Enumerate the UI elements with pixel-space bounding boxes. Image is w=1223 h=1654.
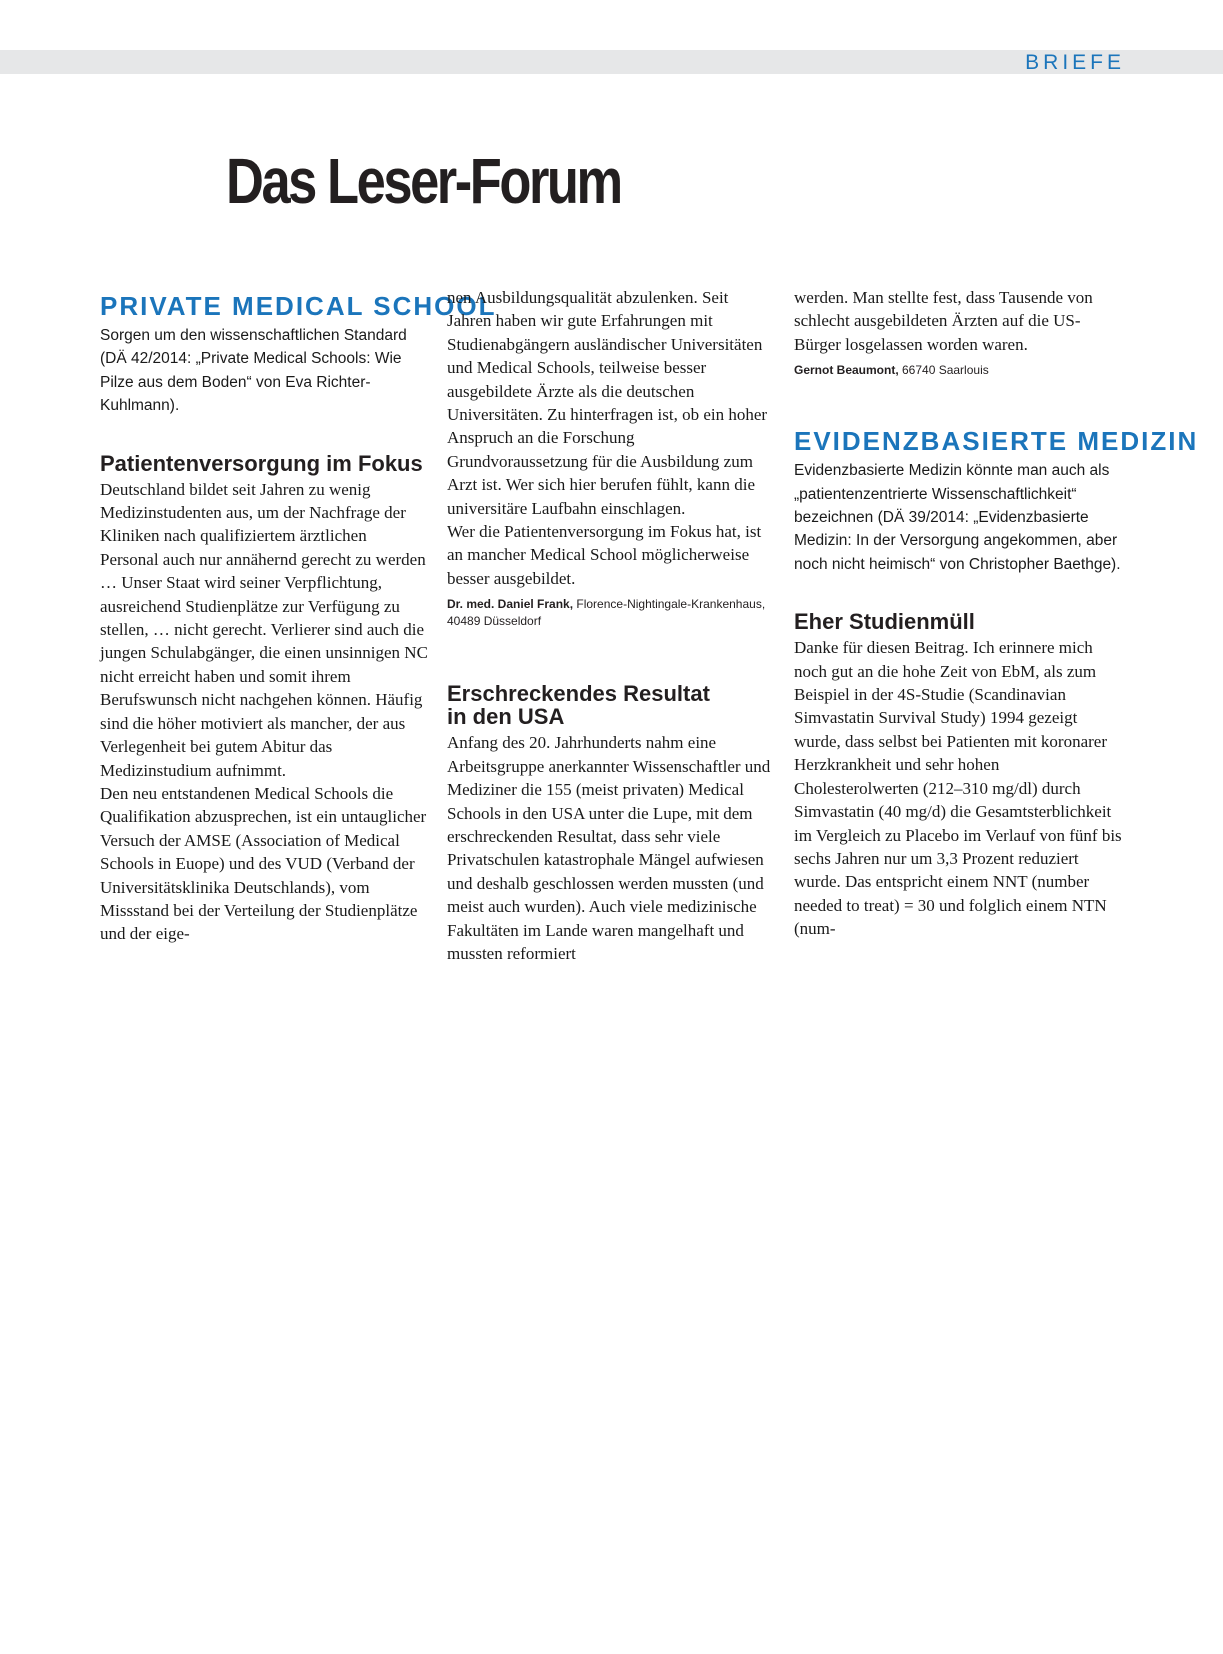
letter-body: Anfang des 20. Jahrhunderts nahm eine Arbeitsgruppe anerkannter Wissenschaftler und Mediziner die 155 (meist privaten) Medical Schools in den USA unter die Lupe, mit dem erschreckenden Resultat, dass sehr viele Privatschulen katastrophale Mängel aufwiesen und deshalb geschlossen werden mussten (und meist auch wurden). Auch viele medizinische Fakultäten im Lande waren mangelhaft und mussten reformiert — [447, 733, 771, 963]
signature-place: 66740 Saarlouis — [898, 363, 989, 378]
letter-body: Deutschland bildet seit Jahren zu wenig Medizinstudenten aus, um der Nachfrage der Kliniken nach qualifiziertem ärztlichen Personal auch nur annähernd gerecht zu werden … Unser Staat wird seiner Verpflichtung, ausreichend Studienplätze zur Verfügung zu stellen, … nicht gerecht. Verlierer sind auch die jungen Schulabgänger, die einen unsinnigen NC nicht erreicht haben und somit ihrem Berufswunsch nicht nachgehen können. Häufig sind die höher motiviert als mancher, der aus Verlegenheit bei gutem Abitur das Medizinstudium aufnimmt. — [100, 479, 428, 780]
letter-body: Wer die Patientenversorgung im Fokus hat, ist an mancher Medical School möglicherweise besser ausgebildet. — [447, 522, 762, 588]
signature-name: Gernot Beaumont, — [794, 363, 899, 378]
letter-signature — [794, 362, 1124, 379]
column-1 — [100, 290, 497, 946]
letter-body: werden. Man stellte fest, dass Tausende von schlecht ausgebildeten Ärzten auf die US-Bürger losgelassen worden waren. — [794, 288, 1093, 354]
column-3 — [794, 286, 1199, 941]
kicker-evidenzbasierte-medizin: EVIDENZBASIERTE MEDIZIN — [794, 426, 1199, 457]
letter-signature — [447, 596, 773, 630]
signature-place: Florence-Nightingale-Krankenhaus, 40489 Düsseldorf — [447, 597, 766, 629]
letter-headline: Patientenversorgung im Fokus — [100, 450, 423, 476]
page-title: Das Leser-Forum — [226, 145, 621, 217]
intro-text: Sorgen um den wissenschaftlichen Standard (DÄ 42/2014: „Private Medical Schools: Wie Pilze aus dem Boden“ von Eva Richter-Kuhlmann). — [100, 327, 407, 415]
letter-body: Danke für diesen Beitrag. Ich erinnere mich noch gut an die hohe Zeit von EbM, als zum Beispiel in der 4S-Studie (Scandinavian Simvastatin Survival Study) 1994 gezeigt wurde, dass selbst bei Patienten mit koronarer Herzkrankheit und sehr hohen Cholesterolwerten (212–310 mg/dl) durch Simvastatin (40 mg/d) die Gesamtsterblichkeit im Vergleich zu Placebo im Verlauf von fünf bis sechs Jahren nur um 3,3 Prozent reduziert wurde. Das entspricht einem NNT (number needed to treat) = 30 und folglich einem NTN (num- — [794, 638, 1122, 939]
signature-name: Dr. med. Daniel Frank, — [447, 597, 574, 612]
column-2 — [447, 286, 773, 965]
letter-body: Den neu entstandenen Medical Schools die Qualifikation abzusprechen, ist ein untauglicher Versuch der AMSE (Association of Medical Schools in Euope) und des VUD (Verband der Universitätsklinika Deutschlands), vom Missstand bei der Verteilung der Studienplätze und der eige- — [100, 783, 427, 944]
letter-headline — [447, 682, 773, 728]
letter-body: nen Ausbildungsqualität abzulenken. Seit Jahren haben wir gute Erfahrungen mit Studienabgängern ausländischer Universitäten und Medical Schools, teilweise besser ausgebildete Ärzte als die deutschen Universitäten. Zu hinterfragen ist, ob ein hoher Anspruch an die Forschung Grundvoraussetzung für die Ausbildung zum Arzt ist. Wer sich hier berufen fühlt, kann die universitäre Laufbahn einschlagen. — [447, 288, 768, 518]
headline-line: Erschreckendes Resultat — [447, 681, 710, 707]
kicker-private-medical-school: PRIVATE MEDICAL SCHOOL — [100, 291, 497, 321]
letter-headline: Eher Studienmüll — [794, 609, 975, 635]
section-label: BRIEFE — [1025, 51, 1125, 74]
intro-text: Evidenzbasierte Medizin könnte man auch als „patientenzentrierte Wissenschaftlichkeit“ bezeichnen (DÄ 39/2014: „Evidenzbasierte Medizin: In der Versorgung angekommen, aber noch nicht heimisch“ von Christopher Baethge). — [794, 462, 1121, 573]
headline-line: in den USA — [447, 704, 565, 730]
